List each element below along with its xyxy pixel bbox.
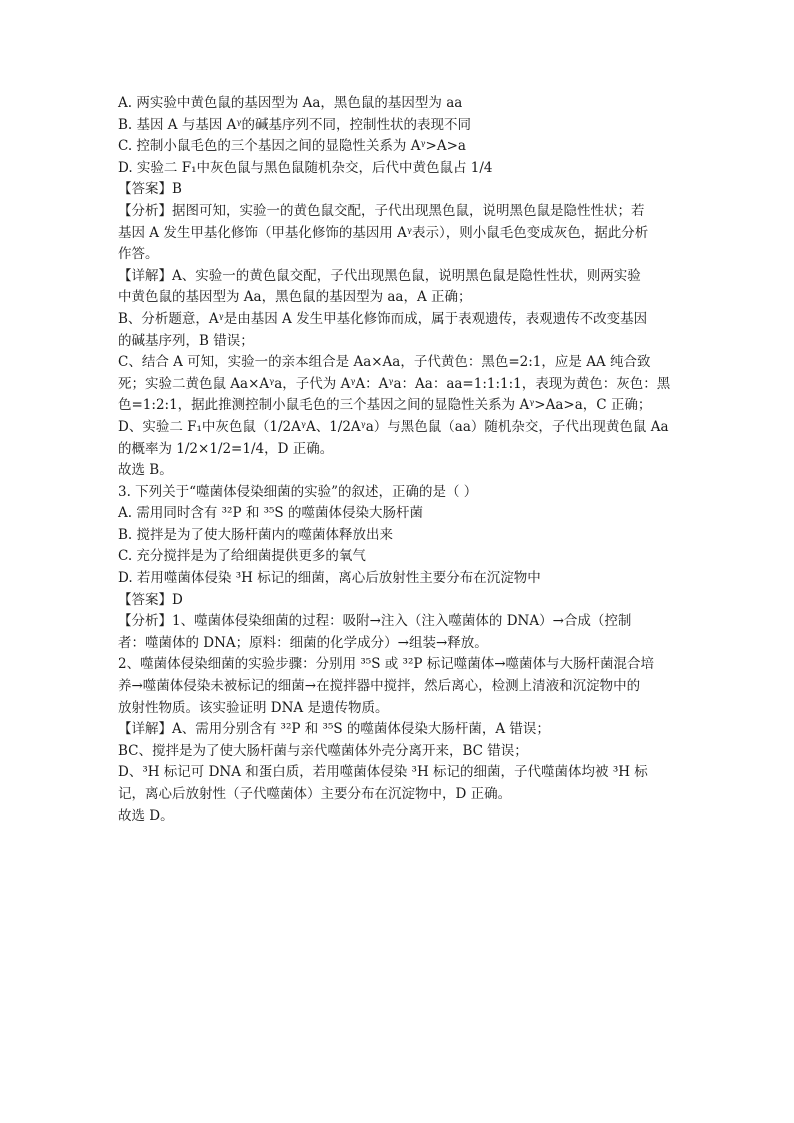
question-3 (118, 482, 678, 828)
q2-analysis-line: 【分析】据图可知，实验一的黄色鼠交配，子代出现黑色鼠，说明黑色鼠是隐性性状；若 (118, 202, 645, 219)
q3-answer: 【答案】D (118, 591, 183, 608)
q3-detail-line: 【详解】A、需用分别含有 ³²P 和 ³⁵S 的噬菌体侵染大肠杆菌，A 错误； (118, 721, 550, 738)
q2-option-d: D. 实验二 F₁中灰色鼠与黑色鼠随机杂交，后代中黄色鼠占 1/4 (118, 159, 493, 176)
q3-conclusion: 故选 D。 (118, 807, 174, 824)
q2-detail-line: 【详解】A、实验一的黄色鼠交配，子代出现黑色鼠，说明黑色鼠是隐性性状，则两实验 (118, 267, 641, 284)
q2-detail-line: B、分析题意，Aᵞ是由基因 A 发生甲基化修饰而成，属于表观遗传，表观遗传不改变基因 (118, 310, 648, 327)
document-content (118, 93, 678, 827)
q3-analysis-line: 2、噬菌体侵染细菌的实验步骤：分别用 ³⁵S 或 ³²P 标记噬菌体→噬菌体与大肠杆菌混合培 (118, 656, 655, 673)
q3-analysis-line: 放射性物质。该实验证明 DNA 是遗传物质。 (118, 699, 389, 716)
q3-analysis-line: 养→噬菌体侵染未被标记的细菌→在搅拌器中搅拌，然后离心，检测上清液和沉淀物中的 (118, 678, 641, 695)
q2-detail-line: 死；实验二黄色鼠 Aa×Aᵞa，子代为 AᵞA：Aᵞa：Aa：aa=1:1:1:1，表现为黄色：灰色：黑 (118, 375, 671, 392)
q3-stem: 3. 下列关于“噬菌体侵染细菌的实验”的叙述，正确的是（ ） (118, 483, 478, 500)
q2-analysis-line: 基因 A 发生甲基化修饰（甲基化修饰的基因用 Aᵞ表示），则小鼠毛色变成灰色，据此分析 (118, 224, 649, 241)
q3-detail-line: 记，离心后放射性（子代噬菌体）主要分布在沉淀物中，D 正确。 (118, 786, 512, 802)
q3-detail-line: BC、搅拌是为了使大肠杆菌与亲代噬菌体外壳分离开来，BC 错误； (118, 742, 528, 759)
q3-analysis-line: 【分析】1、噬菌体侵染细菌的过程：吸附→注入（注入噬菌体的 DNA）→合成（控制 (118, 613, 632, 630)
q2-answer: 【答案】B (118, 181, 182, 198)
q2-option-b: B. 基因 A 与基因 Aᵞ的碱基序列不同，控制性状的表现不同 (118, 116, 471, 133)
q3-option-a: A. 需用同时含有 ³²P 和 ³⁵S 的噬菌体侵染大肠杆菌 (118, 505, 423, 522)
q2-detail-line: 中黄色鼠的基因型为 Aa，黑色鼠的基因型为 aa，A 正确； (118, 289, 472, 306)
question-2-continuation (118, 93, 678, 482)
q2-detail-line: D、实验二 F₁中灰色鼠（1/2AᵞA、1/2Aᵞa）与黑色鼠（aa）随机杂交，子代出现黄色鼠 Aa (118, 418, 669, 435)
q2-detail-line: C、结合 A 可知，实验一的亲本组合是 Aa×Aa，子代黄色：黑色=2:1，应是 AA 纯合致 (118, 354, 651, 371)
q3-detail-line: D、³H 标记可 DNA 和蛋白质，若用噬菌体侵染 ³H 标记的细菌，子代噬菌体均被 ³H 标 (118, 764, 648, 781)
q3-analysis-line: 者：噬菌体的 DNA；原料：细菌的化学成分）→组装→释放。 (118, 634, 488, 651)
q2-detail-line: 的碱基序列，B 错误； (118, 332, 254, 349)
q2-option-c: C. 控制小鼠毛色的三个基因之间的显隐性关系为 Aᵞ>A>a (118, 138, 466, 155)
q2-analysis-line: 作答。 (118, 246, 159, 263)
q2-detail-line: 色=1:2:1，据此推测控制小鼠毛色的三个基因之间的显隐性关系为 Aᵞ>Aa>a，C 正确； (118, 397, 652, 414)
q3-option-c: C. 充分搅拌是为了给细菌提供更多的氧气 (118, 548, 366, 565)
q2-detail-line: 的概率为 1/2×1/2=1/4，D 正确。 (118, 440, 334, 457)
q3-option-b: B. 搅拌是为了使大肠杆菌内的噬菌体释放出来 (118, 526, 394, 543)
q3-option-d: D. 若用噬菌体侵染 ³H 标记的细菌，离心后放射性主要分布在沉淀物中 (118, 570, 541, 587)
q2-conclusion: 故选 B。 (118, 462, 173, 479)
q2-option-a: A. 两实验中黄色鼠的基因型为 Aa，黑色鼠的基因型为 aa (118, 95, 463, 111)
